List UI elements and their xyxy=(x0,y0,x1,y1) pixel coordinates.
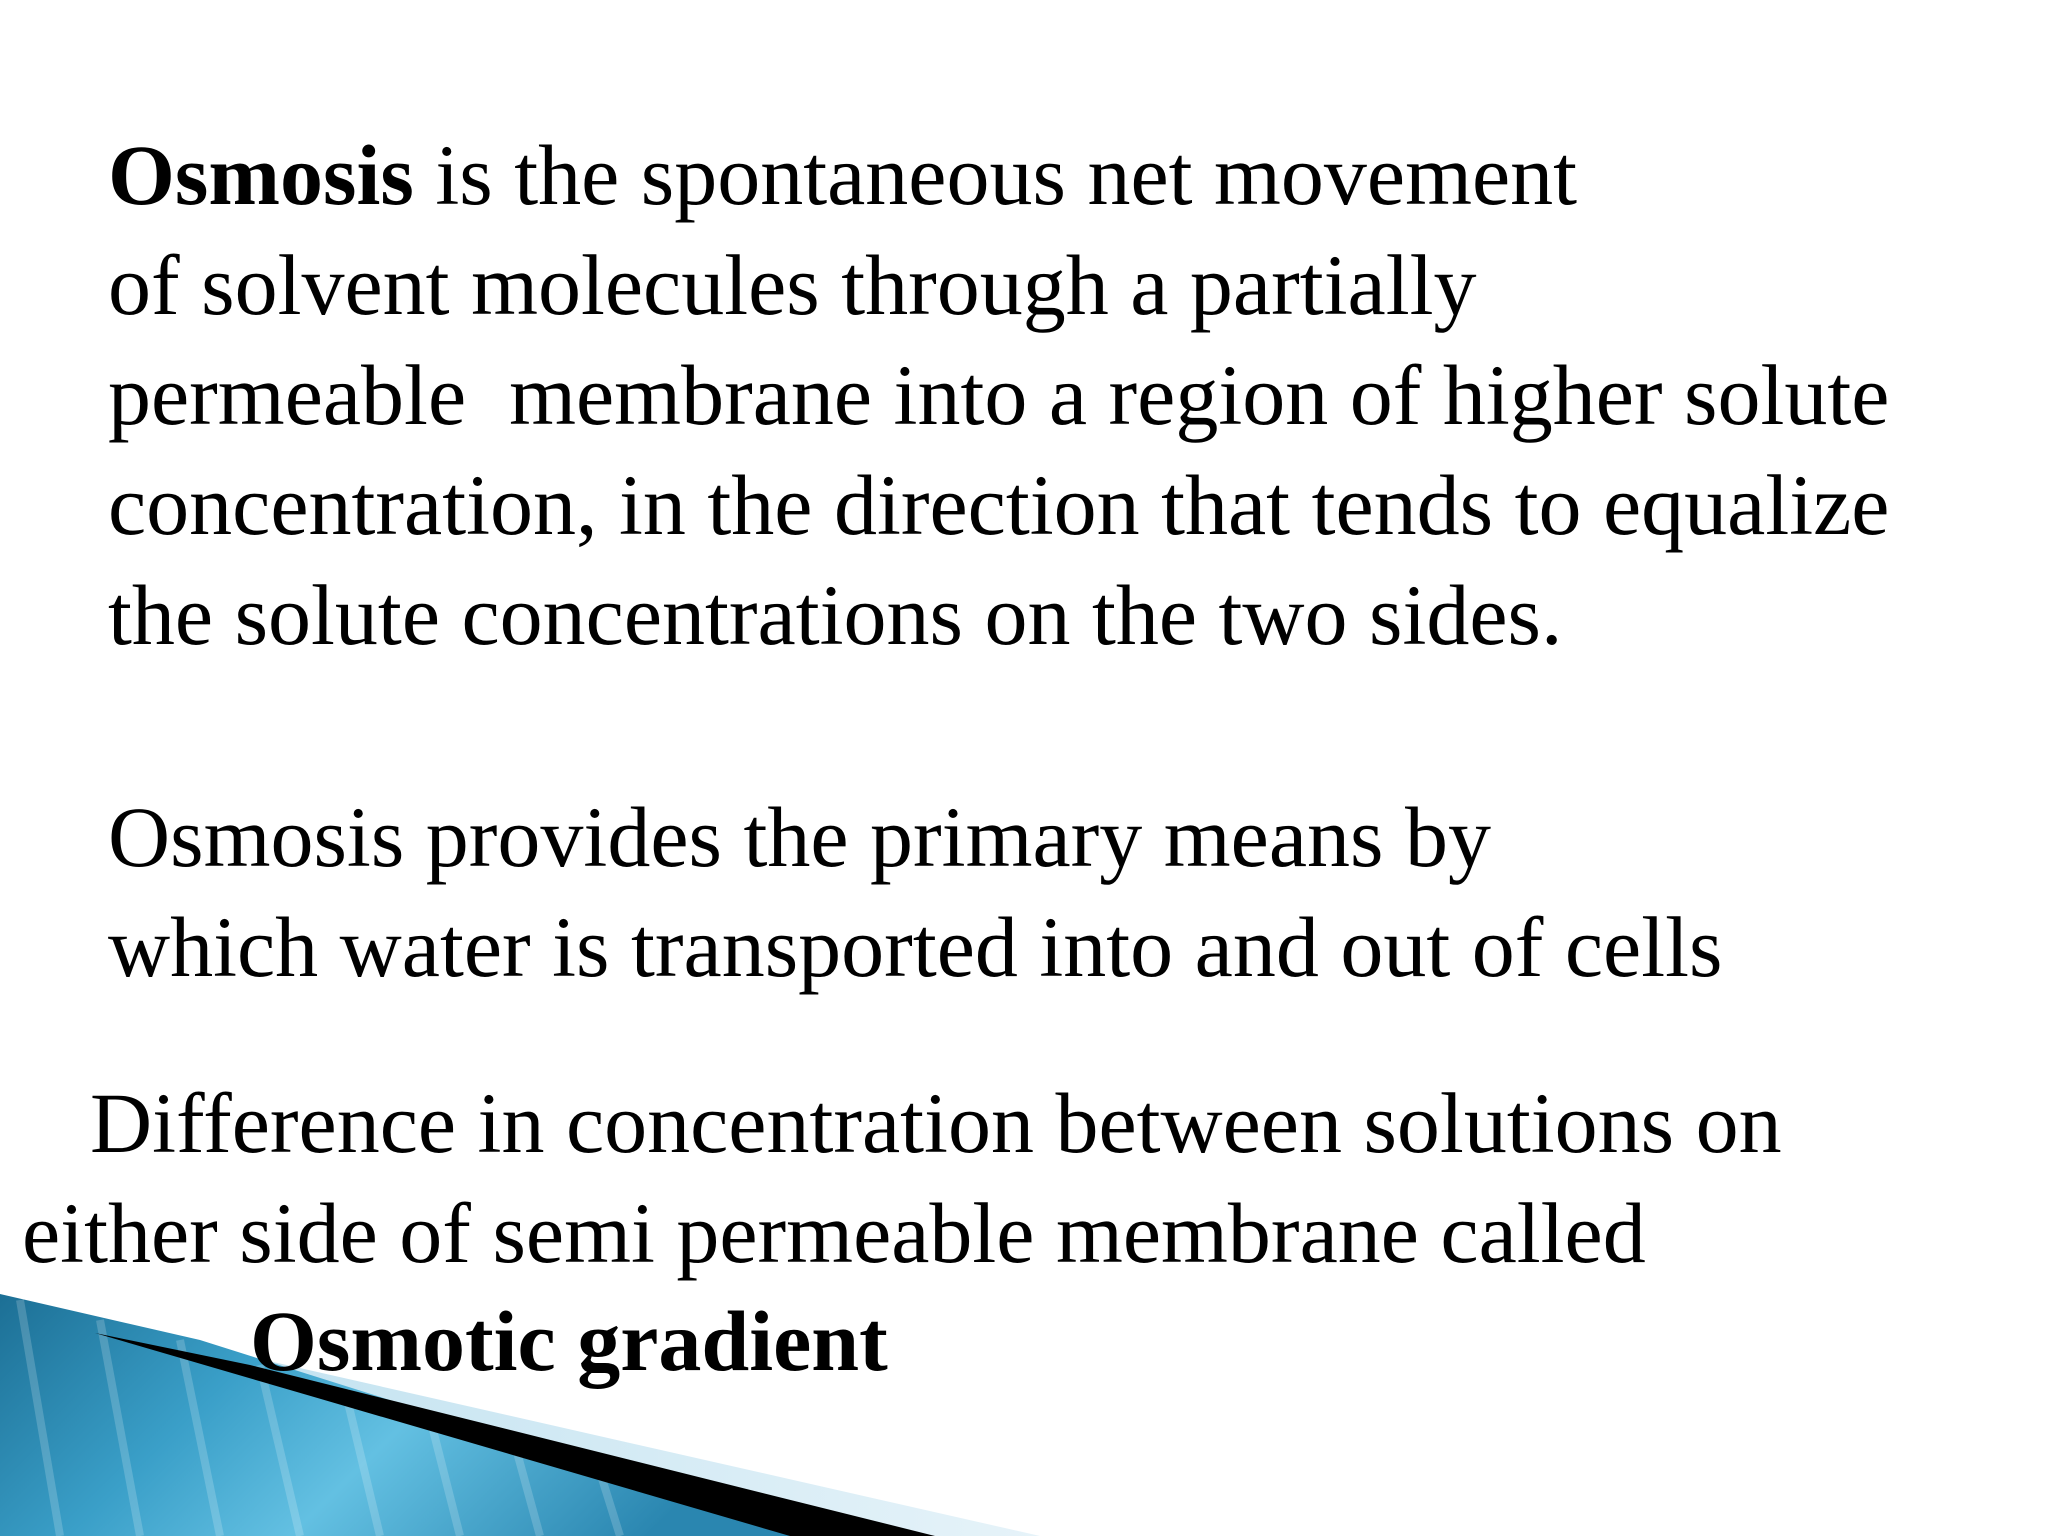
osmotic-gradient-term: Osmotic gradient xyxy=(250,1293,888,1389)
paragraph-2-line-1: Osmosis provides the primary means by xyxy=(108,789,1491,885)
osmosis-term: Osmosis xyxy=(108,127,414,223)
paragraph-1-line-1 xyxy=(108,127,1578,223)
paragraph-2-line-2: which water is transported into and out of cells xyxy=(108,899,1723,995)
paragraph-1-line-3: permeable membrane into a region of higher solute xyxy=(108,347,1890,443)
paragraph-1-line-5: the solute concentrations on the two sides. xyxy=(108,567,1563,663)
paragraph-3-line-1: Difference in concentration between solutions on xyxy=(90,1075,1782,1171)
paragraph-1-line-4: concentration, in the direction that tends to equalize xyxy=(108,457,1890,553)
paragraph-1-line-1-rest: is the spontaneous net movement xyxy=(413,127,1578,223)
paragraph-1-line-2: of solvent molecules through a partially xyxy=(108,237,1477,333)
paragraph-3-line-2: either side of semi permeable membrane called xyxy=(22,1185,1646,1281)
